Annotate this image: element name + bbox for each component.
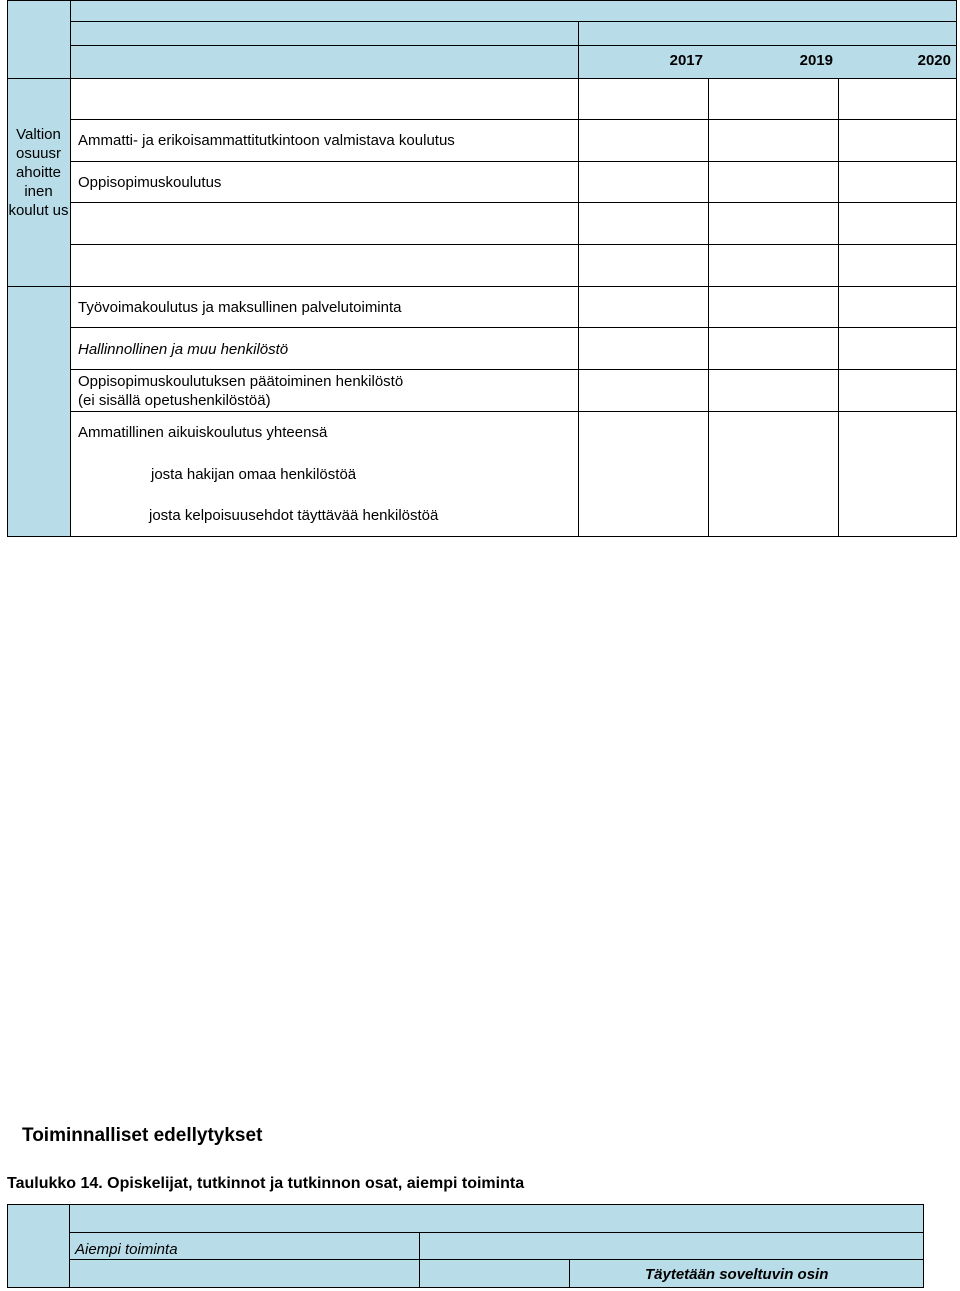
row-label-labour-training: Työvoimakoulutus ja maksullinen palvelutoiminta [78, 299, 402, 316]
side-label: Valtion osuusr ahoitte inen koulut us [8, 126, 69, 219]
side-column-bg [7, 0, 71, 537]
staff-table [7, 0, 957, 537]
table-caption: Taulukko 14. Opiskelijat, tutkinnot ja tutkinnon osat, aiempi toiminta [7, 1175, 525, 1192]
year-2019: 2019 [799, 52, 833, 69]
row-label-admin-staff: Hallinnollinen ja muu henkilöstö [78, 341, 289, 358]
year-2017: 2017 [669, 52, 703, 69]
row-label-apprenticeship-staff-note: (ei sisällä opetushenkilöstöä) [78, 392, 271, 409]
activity-table [7, 1204, 924, 1288]
row-label-total: Ammatillinen aikuiskoulutus yhteensä [78, 424, 328, 441]
table2-right-header: Täytetään soveltuvin osin [645, 1266, 829, 1283]
row-label-apprenticeship: Oppisopimuskoulutus [78, 174, 222, 191]
year-2020: 2020 [917, 52, 951, 69]
table2-left-header: Aiempi toiminta [75, 1241, 178, 1258]
row-label-qualified-staff: josta kelpoisuusehdot täyttävää henkilöstöä [149, 507, 439, 524]
section-title: Toiminnalliset edellytykset [22, 1125, 263, 1146]
row-label-vocational: Ammatti- ja erikoisammattitutkintoon valmistava koulutus [78, 132, 455, 149]
row-label-apprenticeship-staff: Oppisopimuskoulutuksen päätoiminen henkilöstö [78, 373, 404, 390]
row-label-own-staff: josta hakijan omaa henkilöstöä [151, 466, 357, 483]
